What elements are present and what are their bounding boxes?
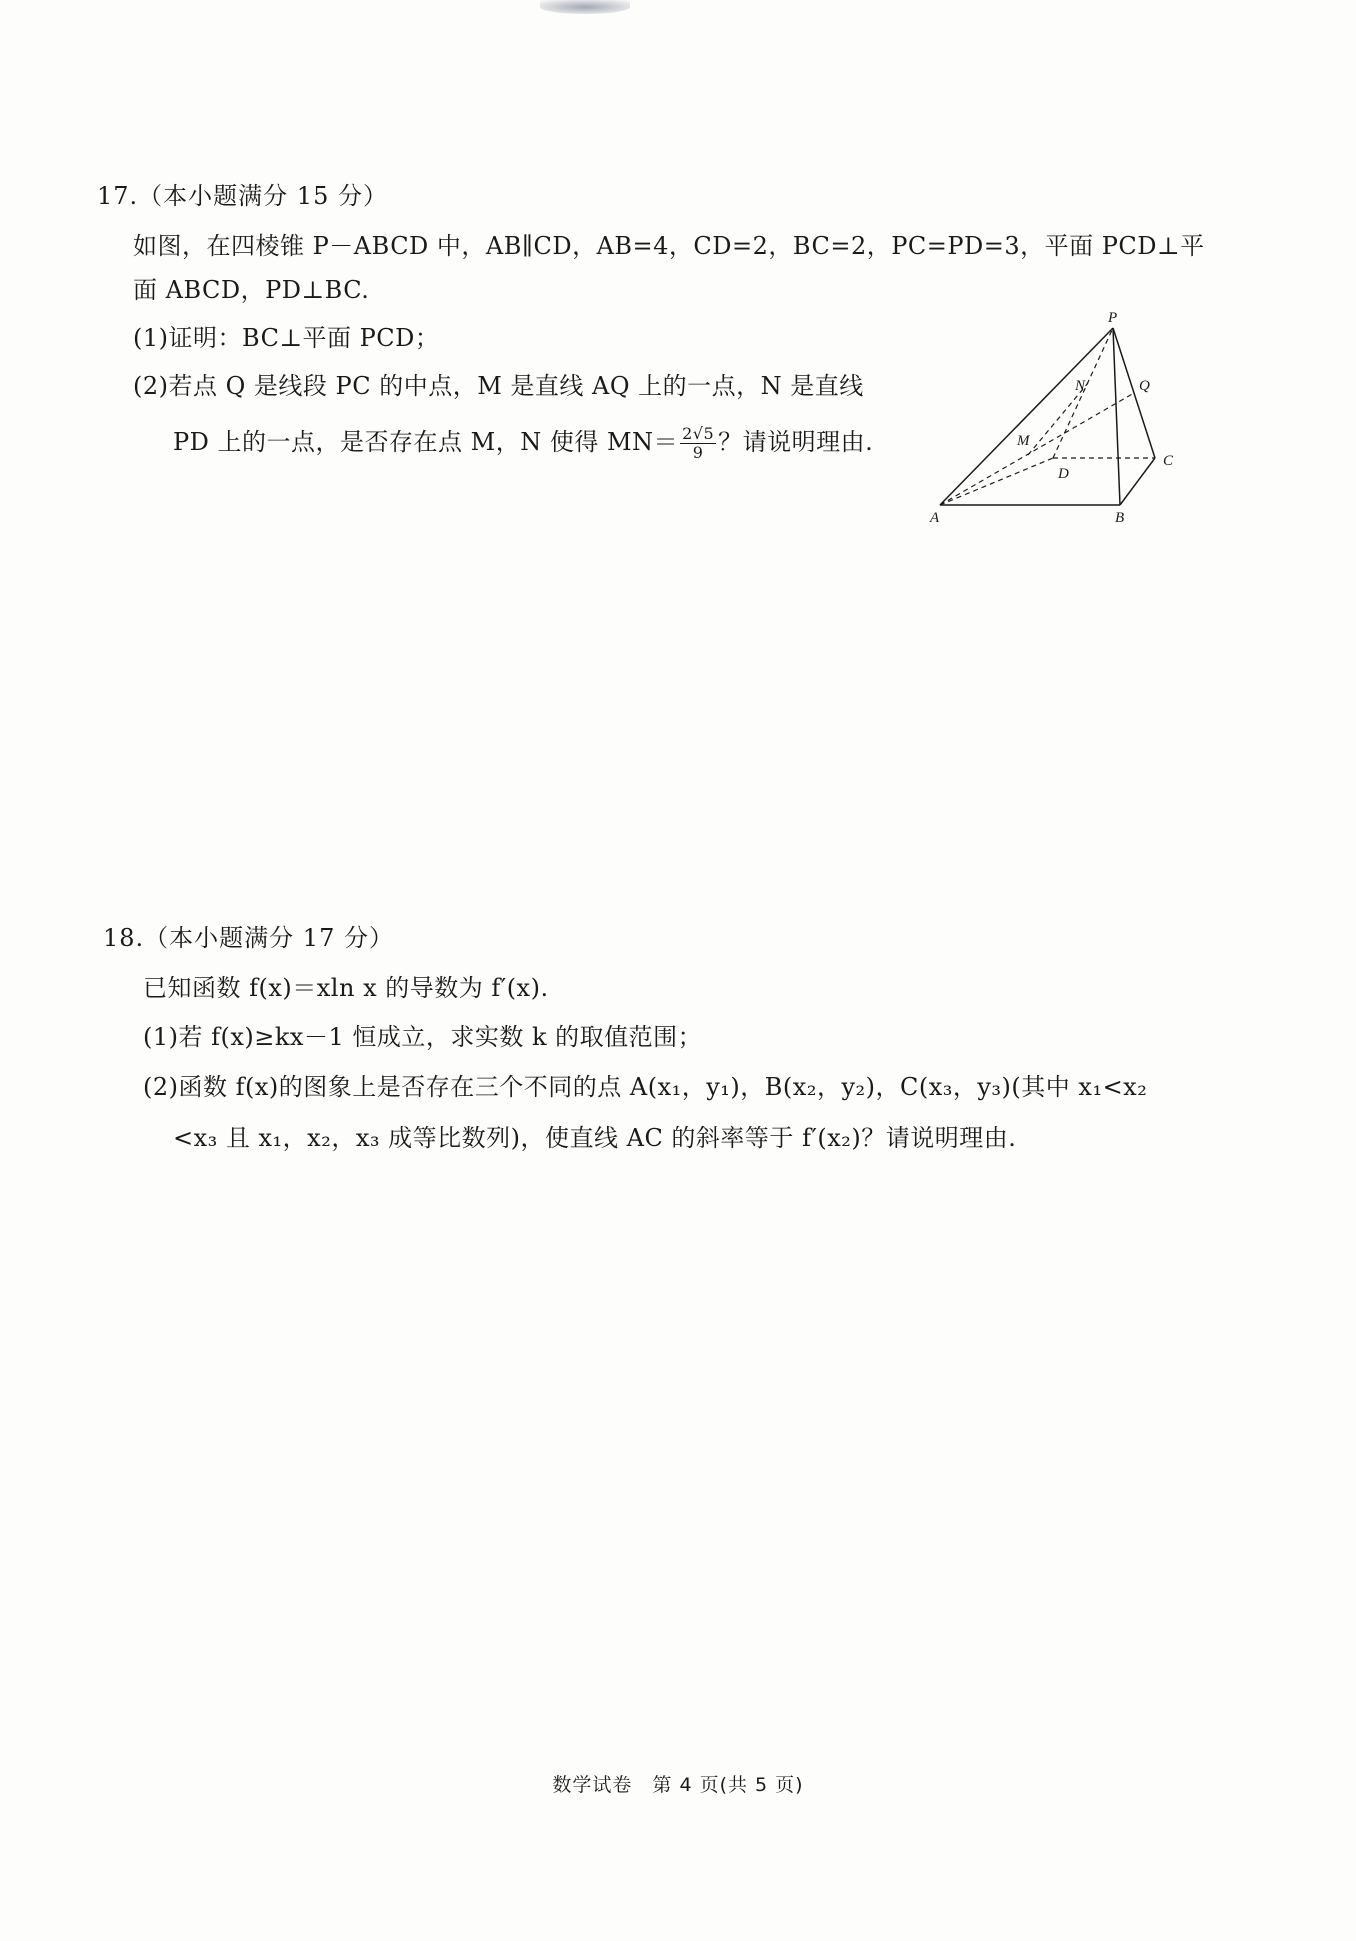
bleed-through	[760, 178, 914, 209]
label-B: B	[1115, 510, 1125, 525]
question-18-stem: 已知函数 f(x)＝xln x 的导数为 f′(x).	[143, 974, 549, 1002]
fraction-2sqrt5-over-9: $\frac{2√5}{9}$	[682, 424, 715, 462]
question-17-part1: (1)证明：BC⊥平面 PCD；	[133, 324, 440, 352]
label-M: M	[1017, 433, 1030, 449]
question-18-header: 18.（本小题满分 17 分）	[103, 924, 394, 952]
label-P: P	[1108, 310, 1118, 326]
label-Q: Q	[1139, 378, 1150, 394]
question-17-header: 17.（本小题满分 15 分）	[97, 182, 388, 210]
question-17-stem-line1: 如图，在四棱锥 P－ABCD 中，AB∥CD，AB=4，CD=2，BC=2，PC=PD=3，平面 PCD⊥平	[133, 232, 1205, 260]
question-17-part2-line1: (2)若点 Q 是线段 PC 的中点，M 是直线 AQ 上的一点，N 是直线	[133, 372, 864, 400]
question-18-part2-line2: <x₃ 且 x₁，x₂，x₃ 成等比数列)，使直线 AC 的斜率等于 f′(x₂)？请说明理由.	[173, 1124, 1017, 1152]
label-A: A	[930, 510, 940, 525]
label-D: D	[1058, 466, 1069, 482]
question-18-part2-line1: (2)函数 f(x)的图象上是否存在三个不同的点 A(x₁，y₁)，B(x₂，y₂)，C(x₃，y₃)(其中 x₁<x₂	[143, 1073, 1148, 1101]
line-AQ	[940, 393, 1134, 505]
edge-PA	[940, 328, 1113, 505]
label-N: N	[1075, 378, 1086, 394]
edge-BC	[1120, 458, 1155, 505]
question-17-stem-line2: 面 ABCD，PD⊥BC.	[133, 276, 370, 304]
label-C: C	[1163, 453, 1174, 469]
question-18-part1: (1)若 f(x)≥kx－1 恒成立，求实数 k 的取值范围；	[143, 1023, 703, 1051]
page-footer: 数学试卷 第 4 页(共 5 页)	[552, 1774, 804, 1796]
pyramid-figure	[925, 310, 1195, 525]
edge-PB	[1113, 328, 1120, 505]
question-17-part2-line2: PD 上的一点，是否存在点 M，N 使得 MN＝ $\frac{2√5}{9}$ ？请说明理由.	[173, 424, 874, 462]
edge-AD	[940, 458, 1053, 505]
scan-artifact	[540, 0, 630, 14]
